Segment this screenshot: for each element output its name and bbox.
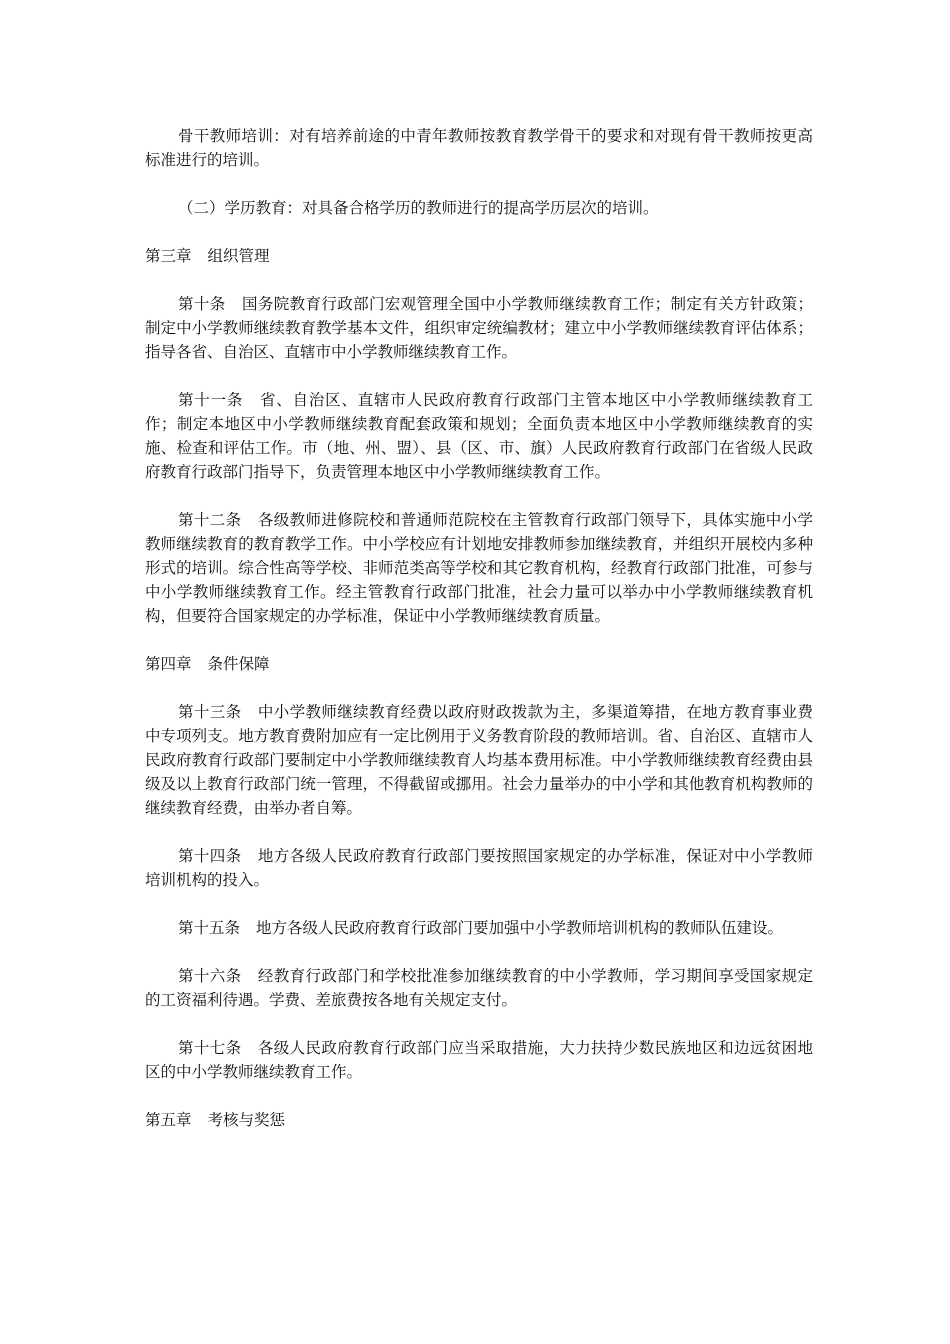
article-label: 第十一条 [178, 391, 244, 409]
article-10 [145, 292, 813, 364]
chapter-label: 第五章 [145, 1111, 192, 1129]
paragraph-text: 骨干教师培训：对有培养前途的中青年教师按教育教学骨干的要求和对现有骨干教师按更高标准进行的培训。 [145, 127, 813, 169]
article-16 [145, 964, 813, 1012]
chapter-heading-5 [145, 1108, 813, 1132]
article-11 [145, 388, 813, 484]
document-body [145, 124, 813, 1156]
article-text: 中小学教师继续教育经费以政府财政拨款为主，多渠道筹措，在地方教育事业费中专项列支。地方教育费附加应有一定比例用于义务教育阶段的教师培训。省、自治区、直辖市人民政府教育行政部门要制定中小学教师继续教育人均基本费用标准。中小学教师继续教育经费由县级及以上教育行政部门统一管理，不得截留或挪用。社会力量举办的中小学和其他教育机构教师的继续教育经费，由举办者自筹。 [145, 703, 813, 817]
article-text: 省、自治区、直辖市人民政府教育行政部门主管本地区中小学教师继续教育工作；制定本地区中小学教师继续教育配套政策和规划；全面负责本地区中小学教师继续教育的实施、检查和评估工作。市（地、州、盟）、县（区、市、旗）人民政府教育行政部门在省级人民政府教育行政部门指导下，负责管理本地区中小学教师继续教育工作。 [145, 391, 813, 481]
article-text: 各级人民政府教育行政部门应当采取措施，大力扶持少数民族地区和边远贫困地区的中小学教师继续教育工作。 [145, 1039, 813, 1081]
article-label: 第十五条 [178, 919, 241, 937]
article-label: 第十六条 [178, 967, 242, 985]
article-14 [145, 844, 813, 892]
article-label: 第十二条 [178, 511, 242, 529]
chapter-label: 第三章 [145, 247, 192, 265]
article-15 [145, 916, 813, 940]
article-text: 各级教师进修院校和普通师范院校在主管教育行政部门领导下，具体实施中小学教师继续教育的教育教学工作。中小学校应有计划地安排教师参加继续教育，并组织开展校内多种形式的培训。综合性高等学校、非师范类高等学校和其它教育机构，经教育行政部门批准，可参与中小学教师继续教育工作。经主管教育行政部门批准，社会力量可以举办中小学教师继续教育机构，但要符合国家规定的办学标准，保证中小学教师继续教育质量。 [145, 511, 813, 625]
chapter-title: 组织管理 [207, 247, 270, 265]
chapter-title: 考核与奖惩 [207, 1111, 286, 1129]
article-12 [145, 508, 813, 628]
article-label: 第十四条 [178, 847, 242, 865]
article-label: 第十七条 [178, 1039, 242, 1057]
chapter-title: 条件保障 [207, 655, 270, 673]
article-label: 第十条 [178, 295, 226, 313]
article-13 [145, 700, 813, 820]
article-17 [145, 1036, 813, 1084]
article-label: 第十三条 [178, 703, 242, 721]
article-text: 地方各级人民政府教育行政部门要按照国家规定的办学标准，保证对中小学教师培训机构的投入。 [145, 847, 813, 889]
chapter-label: 第四章 [145, 655, 192, 673]
paragraph-backbone-teacher-training [145, 124, 813, 172]
paragraph-academic-education [145, 196, 813, 220]
article-text: 地方各级人民政府教育行政部门要加强中小学教师培训机构的教师队伍建设。 [256, 919, 784, 937]
chapter-heading-3 [145, 244, 813, 268]
article-text: 国务院教育行政部门宏观管理全国中小学教师继续教育工作；制定有关方针政策；制定中小学教师继续教育教学基本文件，组织审定统编教材；建立中小学教师继续教育评估体系；指导各省、自治区、直辖市中小学教师继续教育工作。 [145, 295, 813, 361]
paragraph-text: （二）学历教育：对具备合格学历的教师进行的提高学历层次的培训。 [178, 199, 659, 217]
article-text: 经教育行政部门和学校批准参加继续教育的中小学教师，学习期间享受国家规定的工资福利待遇。学费、差旅费按各地有关规定支付。 [145, 967, 813, 1009]
chapter-heading-4 [145, 652, 813, 676]
